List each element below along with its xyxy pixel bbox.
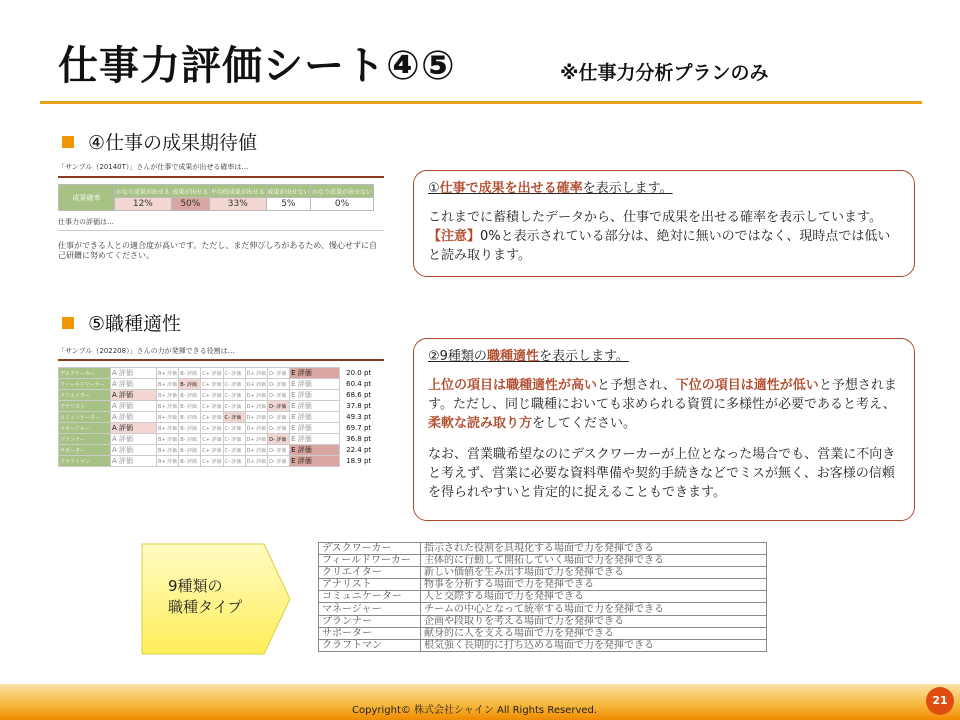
aptitude-row	[59, 456, 380, 467]
grade-e-cell: E 評価	[290, 368, 340, 379]
callout-lead	[428, 347, 900, 366]
grade-e-cell: E 評価	[290, 412, 340, 423]
grade-e-cell: E 評価	[290, 379, 340, 390]
score-cell: 37.8 pt	[346, 402, 372, 410]
grade-mid-cell: B+ 評価	[157, 456, 179, 467]
job-types-table	[318, 542, 767, 652]
grade-mid-cell: C+ 評価	[201, 401, 223, 412]
score-cell: 49.3 pt	[346, 413, 372, 421]
title-divider	[40, 101, 922, 104]
aptitude-row	[59, 390, 380, 401]
job-name-cell: クリエイター	[59, 390, 111, 401]
probability-value: 0%	[311, 198, 374, 211]
arrow-label-line: 9種類の	[168, 577, 223, 595]
job-type-name: フィールドワーカー	[319, 555, 421, 567]
callout-emphasis: 柔軟な読み取り方	[428, 416, 533, 431]
job-type-description: 人と交際する場面で力を発揮できる	[421, 591, 767, 603]
job-type-description: 物事を分析する場面で力を発揮できる	[421, 579, 767, 591]
callout-lead	[428, 179, 900, 198]
thumbnail-caption: 「サンプル（202208）」さんの力が発揮できる役割は…	[58, 346, 384, 361]
grade-mid-cell: C- 評価	[223, 368, 245, 379]
grade-mid-cell: D+ 評価	[245, 412, 268, 423]
grade-mid-cell: D+ 評価	[245, 445, 268, 456]
grade-mid-cell: B+ 評価	[157, 412, 179, 423]
job-type-row	[319, 555, 767, 567]
grade-a-cell: A 評価	[111, 401, 157, 412]
callout-lead-emphasis: 職種適性	[486, 349, 539, 364]
aptitude-row	[59, 368, 380, 379]
aptitude-row	[59, 434, 380, 445]
job-type-row	[319, 603, 767, 615]
callout-emphasis: 下位の項目は適性が低い	[675, 378, 819, 393]
callout-note-label: 【注意】	[428, 229, 481, 244]
grade-e-cell: E 評価	[290, 456, 340, 467]
probability-value: 33%	[209, 198, 266, 211]
job-type-row	[319, 579, 767, 591]
grade-mid-cell: C+ 評価	[201, 445, 223, 456]
callout-paragraph-2: なお、営業職希望なのにデスクワーカーが上位となった場合でも、営業に不向きと考えず、営業に必要な資料準備や契約手続きなどでミスが無く、お客様の信頼を得られやすいと肯定的に捉えることもできます。	[428, 447, 896, 500]
grade-a-cell: A 評価	[111, 423, 157, 434]
grade-mid-cell: B- 評価	[179, 412, 201, 423]
callout-body	[428, 208, 900, 265]
column-header: 平均的成果が出せる	[209, 185, 266, 198]
callout-lead-suffix: を表示します。	[582, 181, 673, 196]
callout-body-text: これまでに蓄積したデータから、仕事で成果を出せる確率を表示しています。	[428, 210, 882, 225]
aptitude-row	[59, 379, 380, 390]
grade-mid-cell: C- 評価	[223, 390, 245, 401]
slide-subtitle: ※仕事力分析プランのみ	[560, 62, 769, 84]
grade-mid-cell: D+ 評価	[245, 390, 268, 401]
job-type-row	[319, 567, 767, 579]
score-cell: 60.4 pt	[346, 380, 372, 388]
grade-mid-cell: C- 評価	[223, 401, 245, 412]
aptitude-row	[59, 412, 380, 423]
grade-mid-cell: D- 評価	[268, 401, 290, 412]
job-name-cell: フィールドワーカー	[59, 379, 111, 390]
grade-mid-cell: C- 評価	[223, 456, 245, 467]
grade-a-cell: A 評価	[111, 390, 157, 401]
callout-lead-emphasis: 仕事で成果を出せる確率	[439, 181, 583, 196]
arrow-label	[168, 576, 242, 618]
job-type-description: 主体的に行動して開拓していく場面で力を発揮できる	[421, 555, 767, 567]
job-aptitude-thumbnail	[58, 346, 384, 474]
grade-mid-cell: C+ 評価	[201, 456, 223, 467]
score-cell: 36.8 pt	[346, 435, 372, 443]
grade-mid-cell: D- 評価	[268, 445, 290, 456]
callout-job-aptitude	[413, 338, 915, 521]
grade-mid-cell: B- 評価	[179, 401, 201, 412]
grade-a-cell: A 評価	[111, 412, 157, 423]
grade-mid-cell: C- 評価	[223, 434, 245, 445]
score-cell: 69.7 pt	[346, 424, 372, 432]
job-type-row	[319, 639, 767, 651]
probability-value: 12%	[115, 198, 172, 211]
grade-mid-cell: D- 評価	[268, 456, 290, 467]
slide-title: 仕事力評価シート④⑤	[58, 43, 456, 89]
callout-text: と予想され、	[597, 378, 676, 393]
row-header: 成果確率	[59, 185, 115, 211]
aptitude-row	[59, 423, 380, 434]
callout-success-probability	[413, 170, 915, 277]
grade-mid-cell: B- 評価	[179, 423, 201, 434]
grade-mid-cell: B+ 評価	[157, 445, 179, 456]
callout-emphasis: 上位の項目は職種適性が高い	[428, 378, 598, 393]
grade-e-cell: E 評価	[290, 445, 340, 456]
job-type-name: サポーター	[319, 627, 421, 639]
job-type-name: マネージャー	[319, 603, 421, 615]
grade-a-cell: A 評価	[111, 456, 157, 467]
callout-lead-prefix: ①	[428, 181, 440, 196]
page-number-badge: 21	[926, 687, 954, 715]
grade-mid-cell: B- 評価	[179, 379, 201, 390]
thumbnail-caption: 「サンプル（20140T）」さんが仕事で成果が出せる確率は…	[58, 162, 384, 178]
success-probability-thumbnail	[58, 162, 384, 280]
grade-mid-cell: D- 評価	[268, 423, 290, 434]
score-cell: 22.4 pt	[346, 446, 372, 454]
score-cell: 68.6 pt	[346, 391, 372, 399]
job-name-cell: デスクワーカー	[59, 368, 111, 379]
job-aptitude-table	[58, 367, 380, 467]
column-header: 成果が出せない	[266, 185, 310, 198]
grade-e-cell: E 評価	[290, 401, 340, 412]
grade-mid-cell: D+ 評価	[245, 401, 268, 412]
probability-value: 5%	[266, 198, 310, 211]
score-cell: 18.9 pt	[346, 457, 372, 465]
grade-a-cell: A 評価	[111, 434, 157, 445]
job-type-name: アナリスト	[319, 579, 421, 591]
grade-mid-cell: C- 評価	[223, 379, 245, 390]
job-type-row	[319, 591, 767, 603]
aptitude-row	[59, 445, 380, 456]
job-type-name: プランナー	[319, 615, 421, 627]
section5-heading	[62, 309, 181, 336]
grade-a-cell: A 評価	[111, 379, 157, 390]
grade-mid-cell: B- 評価	[179, 368, 201, 379]
job-name-cell: コミュニケーター	[59, 412, 111, 423]
section4-heading	[62, 128, 257, 155]
grade-e-cell: E 評価	[290, 423, 340, 434]
grade-mid-cell: C+ 評価	[201, 379, 223, 390]
job-type-row	[319, 543, 767, 555]
job-name-cell: マネージャー	[59, 423, 111, 434]
callout-paragraph-1	[428, 376, 900, 433]
grade-mid-cell: B- 評価	[179, 456, 201, 467]
grade-mid-cell: B+ 評価	[157, 390, 179, 401]
job-type-description: 企画や段取りを考える場面で力を発揮できる	[421, 615, 767, 627]
section4-heading-text: ④仕事の成果期待値	[88, 132, 258, 154]
job-name-cell: アナリスト	[59, 401, 111, 412]
success-probability-table	[58, 184, 374, 211]
grade-mid-cell: D+ 評価	[245, 456, 268, 467]
grade-a-cell: A 評価	[111, 368, 157, 379]
grade-mid-cell: C+ 評価	[201, 390, 223, 401]
column-header: かなり成果が出せない	[311, 185, 374, 198]
column-header: 成果が出せる	[171, 185, 209, 198]
grade-mid-cell: D+ 評価	[245, 368, 268, 379]
probability-value: 50%	[171, 198, 209, 211]
callout-text: をしてください。	[532, 416, 637, 431]
column-header: かなり成果が出せる	[115, 185, 172, 198]
grade-mid-cell: B+ 評価	[157, 423, 179, 434]
grade-mid-cell: B+ 評価	[157, 401, 179, 412]
job-type-description: 指示された役割を具現化する場面で力を発揮できる	[421, 543, 767, 555]
grade-mid-cell: C+ 評価	[201, 368, 223, 379]
job-type-name: デスクワーカー	[319, 543, 421, 555]
grade-mid-cell: C+ 評価	[201, 434, 223, 445]
job-type-name: クリエイター	[319, 567, 421, 579]
grade-mid-cell: D- 評価	[268, 412, 290, 423]
section5-heading-text: ⑤職種適性	[88, 313, 182, 335]
grade-mid-cell: B+ 評価	[157, 368, 179, 379]
grade-mid-cell: B+ 評価	[157, 434, 179, 445]
callout-lead-prefix: ②9種類の	[428, 349, 487, 364]
grade-e-cell: E 評価	[290, 434, 340, 445]
callout-lead-suffix: を表示します。	[538, 349, 629, 364]
callout-body-text: 0%と表示されている部分は、絶対に無いのではなく、現時点では低いと読み取ります。	[428, 229, 891, 263]
square-bullet-icon	[62, 317, 74, 329]
job-type-name: コミュニケーター	[319, 591, 421, 603]
copyright-text: Copyright© 株式会社シャイン All Rights Reserved.	[352, 705, 598, 716]
grade-mid-cell: D- 評価	[268, 390, 290, 401]
evaluation-caption: 仕事力の評価は…	[58, 217, 384, 231]
grade-mid-cell: C- 評価	[223, 412, 245, 423]
grade-mid-cell: D+ 評価	[245, 423, 268, 434]
grade-mid-cell: D+ 評価	[245, 434, 268, 445]
job-type-row	[319, 627, 767, 639]
grade-mid-cell: D- 評価	[268, 379, 290, 390]
job-type-description: 新しい価値を生み出す場面で力を発揮できる	[421, 567, 767, 579]
arrow-label-line: 職種タイプ	[168, 598, 243, 616]
grade-a-cell: A 評価	[111, 445, 157, 456]
job-type-row	[319, 615, 767, 627]
aptitude-row	[59, 401, 380, 412]
grade-mid-cell: C- 評価	[223, 445, 245, 456]
square-bullet-icon	[62, 136, 74, 148]
grade-mid-cell: C+ 評価	[201, 412, 223, 423]
job-type-description: 献身的に人を支える場面で力を発揮できる	[421, 627, 767, 639]
grade-mid-cell: B+ 評価	[157, 379, 179, 390]
job-name-cell: クラフトマン	[59, 456, 111, 467]
grade-mid-cell: D- 評価	[268, 368, 290, 379]
grade-mid-cell: B- 評価	[179, 434, 201, 445]
job-type-description: チームの中心となって統率する場面で力を発揮できる	[421, 603, 767, 615]
evaluation-text: 仕事ができる人との適合度が高いです。ただし、まだ伸びしろがあるため、慢心せずに自己研鑽に努めてください。	[58, 241, 378, 260]
job-type-name: クラフトマン	[319, 639, 421, 651]
grade-mid-cell: D+ 評価	[245, 379, 268, 390]
grade-mid-cell: C+ 評価	[201, 423, 223, 434]
grade-mid-cell: D- 評価	[268, 434, 290, 445]
grade-mid-cell: C- 評価	[223, 423, 245, 434]
grade-mid-cell: B- 評価	[179, 445, 201, 456]
job-name-cell: サポーター	[59, 445, 111, 456]
grade-mid-cell: B- 評価	[179, 390, 201, 401]
grade-e-cell: E 評価	[290, 390, 340, 401]
job-type-description: 根気強く長期的に打ち込める場面で力を発揮できる	[421, 639, 767, 651]
score-cell: 20.0 pt	[346, 369, 372, 377]
callout-text: と予想されます。ただし、同じ職種においても求められる資質に多様性が必要であると考え、	[428, 378, 897, 412]
job-name-cell: プランナー	[59, 434, 111, 445]
